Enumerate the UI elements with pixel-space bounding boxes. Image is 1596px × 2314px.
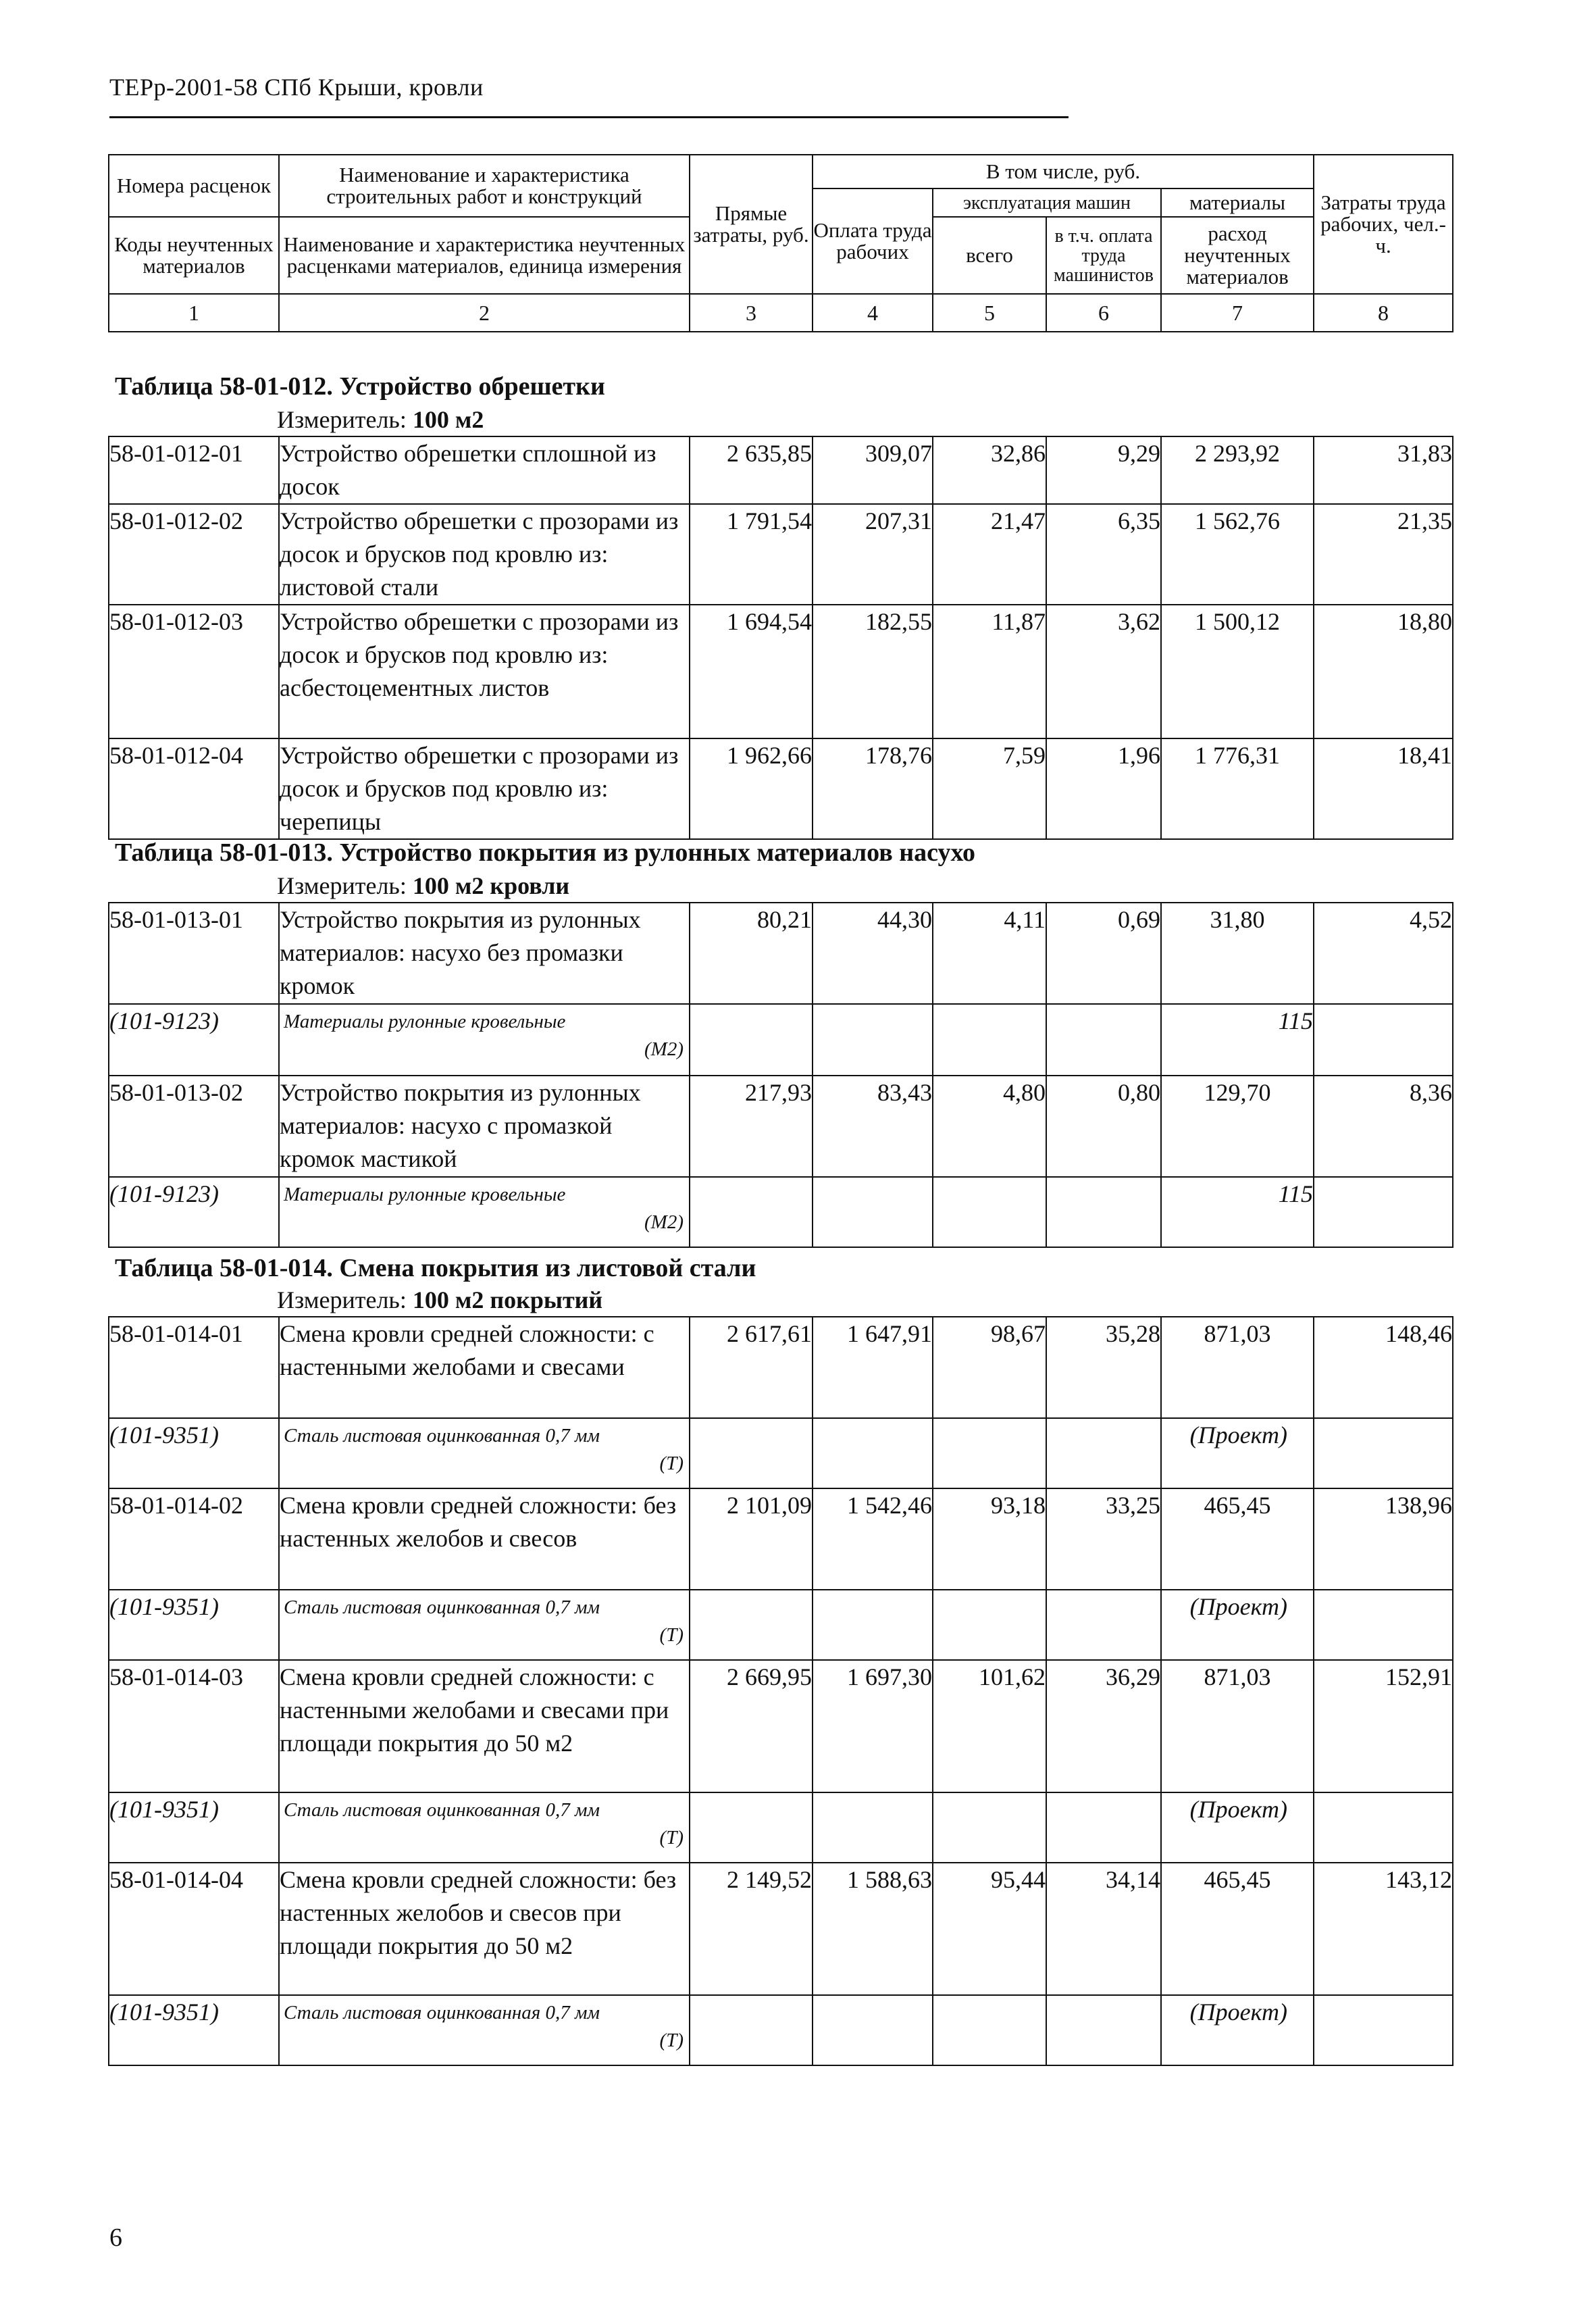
rates-table-014 [108, 1316, 1453, 2066]
direct-cost: 2 635,85 [690, 436, 813, 504]
machinist-pay: 36,29 [1046, 1660, 1161, 1792]
col-num: 4 [813, 294, 933, 332]
materials-cost: 2 293,92 [1161, 436, 1314, 504]
rate-code: 58-01-012-04 [109, 738, 279, 839]
empty-cell [1314, 1418, 1453, 1488]
table-meter [277, 1286, 602, 1314]
head-rate-numbers: Номера расценок [109, 155, 279, 217]
labor-hours: 21,35 [1314, 504, 1453, 605]
direct-cost: 217,93 [690, 1076, 813, 1177]
labor-hours: 152,91 [1314, 1660, 1453, 1792]
head-work-name: Наименование и характеристика строительных работ и конструкций [279, 155, 690, 217]
direct-cost: 2 101,09 [690, 1488, 813, 1590]
direct-cost: 2 617,61 [690, 1317, 813, 1418]
machines-total: 95,44 [933, 1863, 1046, 1995]
material-code: (101-9351) [109, 1590, 279, 1660]
col-num: 6 [1046, 294, 1161, 332]
worker-pay: 309,07 [813, 436, 933, 504]
empty-cell [1046, 1995, 1161, 2065]
materials-cost: 1 500,12 [1161, 605, 1314, 738]
rate-code: 58-01-014-03 [109, 1660, 279, 1792]
labor-hours: 31,83 [1314, 436, 1453, 504]
table-row [109, 436, 1453, 504]
work-name: Смена кровли средней сложности: без настенных желобов и свесов [279, 1488, 690, 1590]
col-num: 8 [1314, 294, 1453, 332]
materials-cost: 871,03 [1161, 1660, 1314, 1792]
work-name: Устройство обрешетки сплошной из досок [279, 436, 690, 504]
empty-cell [813, 1792, 933, 1863]
material-quantity: 115 [1161, 1177, 1314, 1247]
material-row [109, 1792, 1453, 1863]
direct-cost: 2 149,52 [690, 1863, 813, 1995]
labor-hours: 143,12 [1314, 1863, 1453, 1995]
machines-total: 11,87 [933, 605, 1046, 738]
table-row [109, 1863, 1453, 1995]
column-number-row [109, 294, 1453, 332]
page-number: 6 [109, 2223, 122, 2252]
material-row [109, 1995, 1453, 2065]
material-row [109, 1418, 1453, 1488]
head-group: В том числе, руб. [813, 155, 1314, 188]
table-row [109, 903, 1453, 1004]
machines-total: 93,18 [933, 1488, 1046, 1590]
rate-code: 58-01-013-02 [109, 1076, 279, 1177]
work-name: Смена кровли средней сложности: с настенными желобами и свесами [279, 1317, 690, 1418]
empty-cell [933, 1590, 1046, 1660]
machines-total: 98,67 [933, 1317, 1046, 1418]
machines-total: 4,11 [933, 903, 1046, 1004]
materials-cost: 31,80 [1161, 903, 1314, 1004]
material-name: Материалы рулонные кровельные [284, 1184, 566, 1205]
worker-pay: 83,43 [813, 1076, 933, 1177]
material-unit: (Т) [659, 2030, 684, 2051]
labor-hours: 4,52 [1314, 903, 1453, 1004]
material-quantity: (Проект) [1161, 1792, 1314, 1863]
machinist-pay: 34,14 [1046, 1863, 1161, 1995]
table-row [109, 1076, 1453, 1177]
work-name: Устройство обрешетки с прозорами из досок и брусков под кровлю из: асбестоцементных листов [279, 605, 690, 738]
materials-cost: 1 562,76 [1161, 504, 1314, 605]
head-materials: материалы [1161, 188, 1314, 217]
rate-code: 58-01-014-04 [109, 1863, 279, 1995]
empty-cell [933, 1004, 1046, 1076]
material-row [109, 1590, 1453, 1660]
material-row [109, 1004, 1453, 1076]
meter-value: 100 м2 кровли [412, 872, 570, 899]
head-machines: эксплуатация машин [933, 188, 1161, 217]
material-quantity: 115 [1161, 1004, 1314, 1076]
machinist-pay: 35,28 [1046, 1317, 1161, 1418]
material-quantity: (Проект) [1161, 1995, 1314, 2065]
meter-label: Измеритель: [277, 872, 407, 899]
machinist-pay: 33,25 [1046, 1488, 1161, 1590]
table-meter [277, 872, 569, 900]
empty-cell [813, 1590, 933, 1660]
machinist-pay: 3,62 [1046, 605, 1161, 738]
material-code: (101-9123) [109, 1004, 279, 1076]
rate-code: 58-01-012-01 [109, 436, 279, 504]
worker-pay: 207,31 [813, 504, 933, 605]
worker-pay: 1 588,63 [813, 1863, 933, 1995]
table-row [109, 738, 1453, 839]
materials-cost: 465,45 [1161, 1488, 1314, 1590]
materials-cost: 129,70 [1161, 1076, 1314, 1177]
machines-total: 101,62 [933, 1660, 1046, 1792]
material-cell [279, 1792, 690, 1863]
meter-label: Измеритель: [277, 1286, 407, 1313]
labor-hours: 8,36 [1314, 1076, 1453, 1177]
material-cell [279, 1177, 690, 1247]
head-machines-total: всего [933, 217, 1046, 294]
empty-cell [1314, 1177, 1453, 1247]
worker-pay: 1 697,30 [813, 1660, 933, 1792]
empty-cell [690, 1995, 813, 2065]
empty-cell [933, 1995, 1046, 2065]
col-num: 5 [933, 294, 1046, 332]
empty-cell [1046, 1792, 1161, 1863]
materials-cost: 871,03 [1161, 1317, 1314, 1418]
col-num: 1 [109, 294, 279, 332]
material-unit: (М2) [644, 1211, 684, 1233]
empty-cell [1046, 1004, 1161, 1076]
meter-label: Измеритель: [277, 406, 407, 433]
material-quantity: (Проект) [1161, 1590, 1314, 1660]
material-unit: (Т) [659, 1624, 684, 1646]
empty-cell [1314, 1004, 1453, 1076]
machinist-pay: 6,35 [1046, 504, 1161, 605]
direct-cost: 1 962,66 [690, 738, 813, 839]
rate-code: 58-01-013-01 [109, 903, 279, 1004]
machines-total: 4,80 [933, 1076, 1046, 1177]
material-name: Сталь листовая оцинкованная 0,7 мм [284, 1425, 600, 1447]
rate-code: 58-01-014-01 [109, 1317, 279, 1418]
rates-table-012 [108, 436, 1453, 840]
material-cell [279, 1995, 690, 2065]
table-meter [277, 405, 484, 434]
direct-cost: 80,21 [690, 903, 813, 1004]
rate-code: 58-01-014-02 [109, 1488, 279, 1590]
work-name: Устройство покрытия из рулонных материалов: насухо с промазкой кромок мастикой [279, 1076, 690, 1177]
material-name: Сталь листовая оцинкованная 0,7 мм [284, 2002, 600, 2023]
rate-code: 58-01-012-02 [109, 504, 279, 605]
empty-cell [690, 1004, 813, 1076]
head-worker-pay: Оплата труда рабочих [813, 188, 933, 294]
machinist-pay: 9,29 [1046, 436, 1161, 504]
meter-value: 100 м2 [412, 406, 484, 433]
empty-cell [933, 1792, 1046, 1863]
empty-cell [1046, 1177, 1161, 1247]
empty-cell [933, 1177, 1046, 1247]
materials-cost: 1 776,31 [1161, 738, 1314, 839]
machines-total: 32,86 [933, 436, 1046, 504]
head-material-codes: Коды неучтенных материалов [109, 217, 279, 294]
material-unit: (Т) [659, 1827, 684, 1848]
worker-pay: 44,30 [813, 903, 933, 1004]
running-header: ТЕРр-2001-58 СПб Крыши, кровли [109, 74, 484, 101]
material-name: Сталь листовая оцинкованная 0,7 мм [284, 1799, 600, 1821]
machines-total: 21,47 [933, 504, 1046, 605]
empty-cell [690, 1418, 813, 1488]
table-row [109, 1317, 1453, 1418]
materials-cost: 465,45 [1161, 1863, 1314, 1995]
material-cell [279, 1418, 690, 1488]
machines-total: 7,59 [933, 738, 1046, 839]
labor-hours: 18,80 [1314, 605, 1453, 738]
empty-cell [813, 1004, 933, 1076]
material-cell [279, 1004, 690, 1076]
empty-cell [813, 1177, 933, 1247]
head-machinist-pay: в т.ч. оплата труда машинистов [1046, 217, 1161, 294]
material-code: (101-9351) [109, 1418, 279, 1488]
empty-cell [1314, 1995, 1453, 2065]
col-num: 2 [279, 294, 690, 332]
material-name: Материалы рулонные кровельные [284, 1011, 566, 1032]
worker-pay: 178,76 [813, 738, 933, 839]
head-direct-costs: Прямые затраты, руб. [690, 155, 813, 294]
table-caption: Таблица 58-01-013. Устройство покрытия из рулонных материалов насухо [115, 838, 976, 867]
header-rule [109, 116, 1069, 118]
table-caption: Таблица 58-01-012. Устройство обрешетки [115, 372, 605, 401]
head-material-consumption: расход неучтенных материалов [1161, 217, 1314, 294]
direct-cost: 2 669,95 [690, 1660, 813, 1792]
empty-cell [1314, 1590, 1453, 1660]
col-num: 3 [690, 294, 813, 332]
empty-cell [690, 1177, 813, 1247]
work-name: Устройство обрешетки с прозорами из досок и брусков под кровлю из: листовой стали [279, 504, 690, 605]
worker-pay: 1 647,91 [813, 1317, 933, 1418]
table-caption: Таблица 58-01-014. Смена покрытия из листовой стали [115, 1254, 756, 1282]
table-row [109, 1488, 1453, 1590]
labor-hours: 18,41 [1314, 738, 1453, 839]
rate-code: 58-01-012-03 [109, 605, 279, 738]
direct-cost: 1 694,54 [690, 605, 813, 738]
material-quantity: (Проект) [1161, 1418, 1314, 1488]
material-code: (101-9351) [109, 1995, 279, 2065]
rates-table-013 [108, 902, 1453, 1248]
material-code: (101-9123) [109, 1177, 279, 1247]
material-cell [279, 1590, 690, 1660]
column-header-table [108, 154, 1453, 332]
empty-cell [690, 1792, 813, 1863]
table-row [109, 1660, 1453, 1792]
empty-cell [933, 1418, 1046, 1488]
material-unit: (Т) [659, 1453, 684, 1474]
head-material-name: Наименование и характеристика неучтенных расценками материалов, единица измерения [279, 217, 690, 294]
material-name: Сталь листовая оцинкованная 0,7 мм [284, 1596, 600, 1618]
labor-hours: 138,96 [1314, 1488, 1453, 1590]
direct-cost: 1 791,54 [690, 504, 813, 605]
worker-pay: 182,55 [813, 605, 933, 738]
work-name: Устройство покрытия из рулонных материалов: насухо без промазки кромок [279, 903, 690, 1004]
worker-pay: 1 542,46 [813, 1488, 933, 1590]
machinist-pay: 1,96 [1046, 738, 1161, 839]
work-name: Смена кровли средней сложности: с настенными желобами и свесами при площади покрытия до 50 м2 [279, 1660, 690, 1792]
machinist-pay: 0,69 [1046, 903, 1161, 1004]
empty-cell [813, 1418, 933, 1488]
meter-value: 100 м2 покрытий [412, 1286, 603, 1313]
machinist-pay: 0,80 [1046, 1076, 1161, 1177]
material-row [109, 1177, 1453, 1247]
empty-cell [1046, 1418, 1161, 1488]
empty-cell [1314, 1792, 1453, 1863]
table-row [109, 605, 1453, 738]
work-name: Устройство обрешетки с прозорами из досок и брусков под кровлю из: черепицы [279, 738, 690, 839]
material-unit: (М2) [644, 1038, 684, 1060]
empty-cell [690, 1590, 813, 1660]
empty-cell [1046, 1590, 1161, 1660]
head-labor-hours: Затраты труда рабочих, чел.-ч. [1314, 155, 1453, 294]
table-row [109, 504, 1453, 605]
work-name: Смена кровли средней сложности: без настенных желобов и свесов при площади покрытия до 50 м2 [279, 1863, 690, 1995]
col-num: 7 [1161, 294, 1314, 332]
labor-hours: 148,46 [1314, 1317, 1453, 1418]
material-code: (101-9351) [109, 1792, 279, 1863]
empty-cell [813, 1995, 933, 2065]
